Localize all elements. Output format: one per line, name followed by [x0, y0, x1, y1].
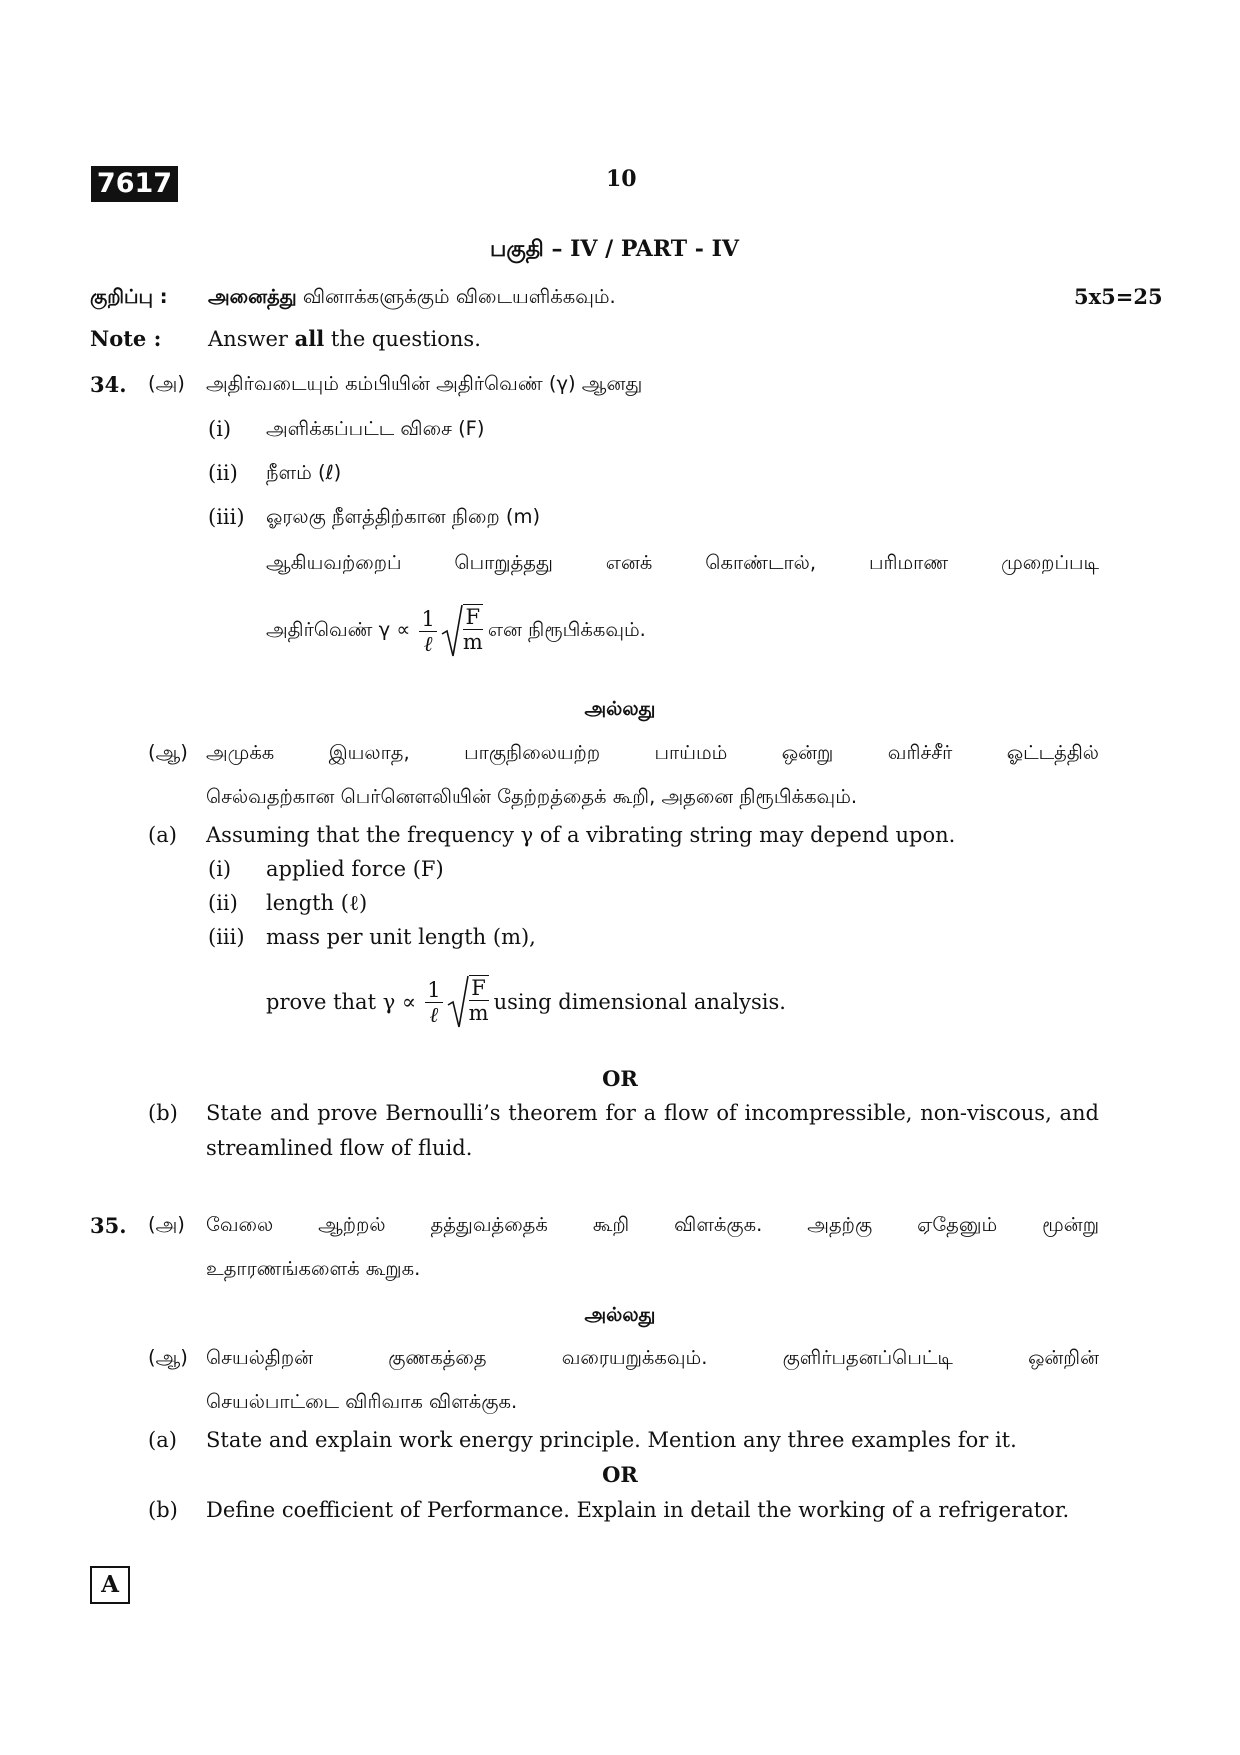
q35-b-en-text: Define coefficient of Performance. Explain in detail the working of a refrigerator. — [206, 1498, 1070, 1522]
q34-b-ta-line: செல்வதற்கான பெர்னௌலியின் தேற்றத்தைக் கூறி, அதனை நிரூபிக்கவும். — [206, 785, 858, 808]
formula-sqrt — [447, 975, 489, 1029]
formula-radicand — [469, 975, 489, 1025]
q34-ta-formula-line — [266, 604, 646, 658]
q34-ta-formula-pre: அதிர்வெண் γ ∝ — [266, 618, 411, 641]
q35-a-en-text: State and explain work energy principle. Mention any three examples for it. — [206, 1428, 1017, 1452]
formula-fraction — [425, 978, 442, 1027]
formula-radicand — [463, 604, 483, 654]
formula-radicand-num: F — [469, 976, 489, 1001]
q35-b-ta-label: (ஆ) — [148, 1346, 188, 1369]
q34-en-formula-pre: prove that γ ∝ — [266, 990, 417, 1014]
frequency-formula — [415, 604, 482, 658]
sqrt-sign-icon — [441, 604, 463, 658]
formula-radicand-den: m — [468, 1001, 489, 1025]
q34-en-formula-line — [266, 975, 786, 1029]
frequency-formula — [421, 975, 488, 1029]
note-en-bold: all — [294, 326, 325, 351]
formula-radicand-num: F — [463, 605, 483, 630]
q34-en-formula-post: using dimensional analysis. — [493, 990, 786, 1014]
q34-en-item-text: mass per unit length (m), — [266, 925, 536, 949]
q34-b-ta-line: அமுக்க இயலாத, பாகுநிலையற்ற பாய்மம் ஒன்று வரிச்சீர் ஓட்டத்தில் — [206, 741, 1099, 764]
formula-numerator: 1 — [427, 977, 441, 1002]
note-ta-bold: அனைத்து — [208, 285, 297, 308]
note-en-pre: Answer — [208, 327, 288, 351]
or-divider-en: OR — [602, 1066, 638, 1091]
question-35-number: 35. — [90, 1213, 127, 1238]
q34-ta-item-text: அளிக்கப்பட்ட விசை (F) — [266, 417, 485, 440]
q34-en-item-num: (i) — [208, 857, 232, 881]
or-divider-en: OR — [602, 1462, 638, 1487]
note-en-label: Note : — [90, 326, 162, 351]
sqrt-sign-icon — [447, 975, 469, 1029]
formula-fraction — [419, 607, 436, 656]
formula-radicand-den: m — [462, 630, 483, 654]
q34-ta-item-text: நீளம் (ℓ) — [266, 461, 342, 484]
formula-denominator: ℓ — [423, 631, 433, 656]
q35-a-ta-line: வேலை ஆற்றல் தத்துவத்தைக் கூறி விளக்குக. அதற்கு ஏதேனும் மூன்று — [206, 1213, 1099, 1236]
q34-ta-formula-post: என நிரூபிக்கவும். — [487, 618, 646, 641]
q34-a-ta-stem: அதிர்வடையும் கம்பியின் அதிர்வெண் (γ) ஆனது — [206, 372, 643, 395]
q34-ta-item-num: (i) — [208, 417, 232, 441]
q34-ta-item-num: (ii) — [208, 461, 238, 485]
question-34-number: 34. — [90, 372, 127, 397]
q34-en-item-num: (iii) — [208, 925, 245, 949]
q35-a-en-label: (a) — [148, 1428, 177, 1452]
formula-denominator: ℓ — [429, 1002, 439, 1027]
formula-numerator: 1 — [421, 606, 435, 631]
marks-scheme: 5x5=25 — [1074, 284, 1163, 309]
q35-b-ta-line: செயல்திறன் குணகத்தை வரையறுக்கவும். குளிர்பதனப்பெட்டி ஒன்றின் — [206, 1346, 1099, 1369]
or-divider-ta: அல்லது — [584, 697, 656, 720]
q34-b-ta-label: (ஆ) — [148, 741, 188, 764]
q34-ta-line: ஆகியவற்றைப் பொறுத்தது எனக் கொண்டால், பரிமாண முறைப்படி — [266, 551, 1099, 574]
note-en-text — [208, 326, 481, 351]
note-ta-rest: வினாக்களுக்கும் விடையளிக்கவும். — [302, 285, 616, 308]
q34-a-en-stem: Assuming that the frequency γ of a vibrating string may depend upon. — [206, 823, 956, 847]
q34-ta-item-num: (iii) — [208, 505, 245, 529]
q35-b-en-label: (b) — [148, 1498, 178, 1522]
version-mark-box: A — [90, 1566, 130, 1604]
q34-b-en-label: (b) — [148, 1101, 178, 1125]
q34-a-ta-label: (அ) — [148, 372, 185, 395]
note-ta-text — [208, 285, 616, 311]
q35-b-ta-line: செயல்பாட்டை விரிவாக விளக்குக. — [206, 1390, 518, 1413]
q34-en-item-num: (ii) — [208, 891, 238, 915]
formula-sqrt — [441, 604, 483, 658]
q34-ta-item-text: ஓரலகு நீளத்திற்கான நிறை (m) — [266, 505, 541, 528]
part-title: பகுதி – IV / PART - IV — [490, 236, 739, 262]
q34-b-en-line: State and prove Bernoulli’s theorem for a flow of incompressible, non-viscous, and — [206, 1101, 1099, 1125]
q34-en-item-text: applied force (F) — [266, 857, 444, 881]
note-en-post: the questions. — [330, 327, 481, 351]
paper-code-badge: 7617 — [91, 166, 178, 202]
q34-b-en-line: streamlined flow of fluid. — [206, 1136, 473, 1160]
q35-a-ta-line: உதாரணங்களைக் கூறுக. — [206, 1257, 421, 1280]
note-ta-label: குறிப்பு : — [90, 285, 168, 308]
q35-a-ta-label: (அ) — [148, 1213, 185, 1236]
q34-a-en-label: (a) — [148, 823, 177, 847]
q34-en-item-text: length (ℓ) — [266, 891, 368, 915]
or-divider-ta: அல்லது — [584, 1303, 656, 1326]
page-number: 10 — [606, 166, 637, 192]
